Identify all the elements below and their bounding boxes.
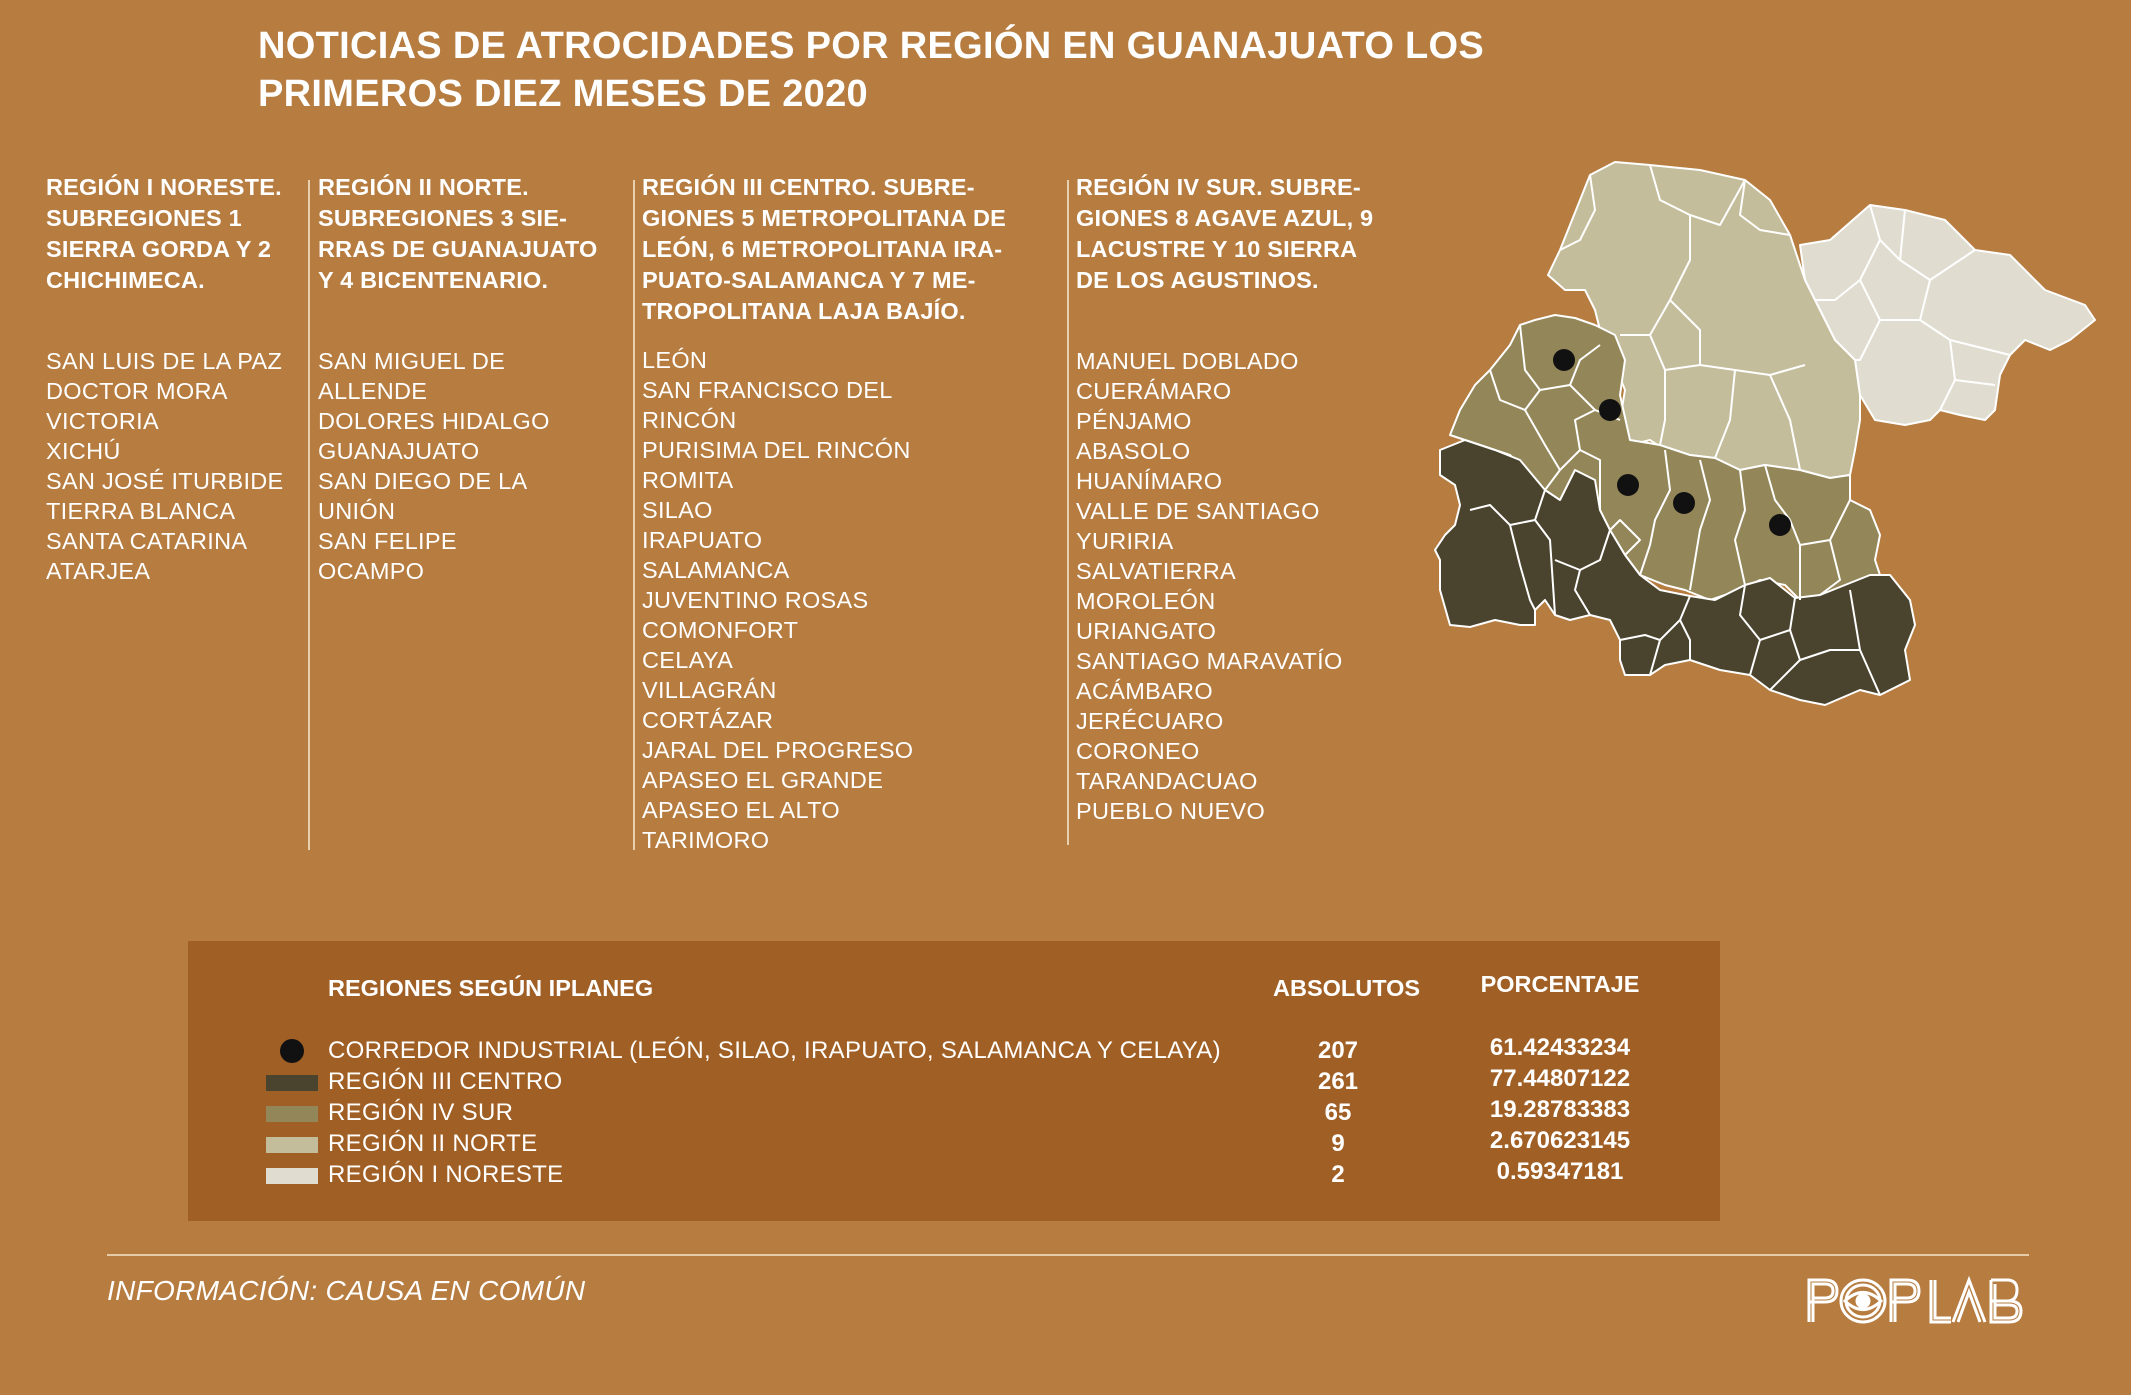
source-credit: INFORMACIÓN: CAUSA EN COMÚN [107,1275,586,1306]
corridor-dot-celaya [1769,514,1791,536]
list-item: SALVATIERRA [1076,558,1237,584]
row-abs: 261 [1317,1068,1359,1095]
list-item: SILAO [642,497,713,523]
row-pct: 0.59347181 [1496,1158,1624,1185]
corridor-dot-salamanca [1673,492,1695,514]
list-item: APASEO EL GRANDE [642,767,884,793]
list-item: SAN FRANCISCO DEL [642,377,893,403]
row-label: REGIÓN II NORTE [328,1130,538,1157]
table-row [188,1066,1720,1097]
region-iii-list [642,345,1042,855]
corridor-dot-irapuato [1617,474,1639,496]
header-region: REGIONES SEGÚN IPLANEG [328,975,654,1001]
row-label: CORREDOR INDUSTRIAL (LEÓN, SILAO, IRAPUATO, SALAMANCA Y CELAYA) [328,1037,1221,1064]
region-ii-list [318,346,628,586]
region-iv-heading: REGIÓN IV SUR. SUBRE- GIONES 8 AGAVE AZUL, 9 LACUSTRE Y 10 SIERRA DE LOS AGUSTINOS. [1076,174,1374,293]
table-row [188,1097,1720,1128]
list-item: CUERÁMARO [1076,378,1232,404]
list-item: MANUEL DOBLADO [1076,348,1299,374]
list-item: PUEBLO NUEVO [1076,798,1266,824]
list-item: SAN LUIS DE LA PAZ [46,348,283,374]
region-iv-list [1076,346,1416,826]
list-item: APASEO EL ALTO [642,797,840,823]
region-ii-column [318,172,628,586]
list-item: VALLE DE SANTIAGO [1076,498,1320,524]
list-item: RINCÓN [642,407,737,433]
list-item: CORTÁZAR [642,707,774,733]
list-item: SAN JOSÉ ITURBIDE [46,468,284,494]
poplab-logo [1805,1270,2030,1330]
region-ii-swatch [266,1137,318,1153]
row-abs: 2 [1331,1161,1345,1188]
table-row [188,1035,1720,1066]
corridor-dot-key [280,1039,304,1063]
list-item: TARANDACUAO [1076,768,1258,794]
list-item: HUANÍMARO [1076,468,1223,494]
list-item: PÉNJAMO [1076,408,1192,434]
list-item: UNIÓN [318,498,396,524]
row-abs: 65 [1324,1099,1352,1126]
list-item: SAN DIEGO DE LA [318,468,528,494]
list-item: SAN MIGUEL DE [318,348,506,374]
list-item: JARAL DEL PROGRESO [642,737,914,763]
row-abs: 207 [1317,1037,1359,1064]
list-item: ROMITA [642,467,734,493]
list-item: SAN FELIPE [318,528,457,554]
list-item: ABASOLO [1076,438,1191,464]
row-pct: 61.42433234 [1489,1034,1631,1061]
list-item: JERÉCUARO [1076,708,1224,734]
region-iv-column [1076,172,1416,826]
row-label: REGIÓN I NORESTE [328,1161,564,1188]
row-pct: 77.44807122 [1489,1065,1631,1092]
list-item: SANTIAGO MARAVATÍO [1076,648,1343,674]
list-item: ACÁMBARO [1076,678,1213,704]
list-item: TARIMORO [642,827,770,853]
table-row [188,1159,1720,1190]
list-item: MOROLEÓN [1076,588,1216,614]
footer-divider [107,1254,2029,1256]
row-label: REGIÓN III CENTRO [328,1068,563,1095]
list-item: IRAPUATO [642,527,763,553]
list-item: YURIRIA [1076,528,1174,554]
row-pct: 19.28783383 [1489,1096,1631,1123]
region-iii-heading: REGIÓN III CENTRO. SUBRE- GIONES 5 METROPOLITANA DE LEÓN, 6 METROPOLITANA IRA- PUATO-SALAMANCA Y 7 ME- TROPOLITANA LAJA BAJÍO. [642,174,1007,324]
list-item: PURISIMA DEL RINCÓN [642,437,911,463]
list-item: OCAMPO [318,558,425,584]
column-divider [633,180,635,850]
region-ii-heading: REGIÓN II NORTE. SUBREGIONES 3 SIE- RRAS DE GUANAJUATO Y 4 BICENTENARIO. [318,174,598,293]
legend-table [188,941,1720,1221]
region-i-swatch [266,1168,318,1184]
region-iii-swatch [266,1075,318,1091]
region-iv-swatch [266,1106,318,1122]
list-item: CORONEO [1076,738,1200,764]
column-divider [308,180,310,850]
list-item: JUVENTINO ROSAS [642,587,869,613]
list-item: XICHÚ [46,438,121,464]
list-item: SANTA CATARINA [46,528,248,554]
corridor-dot-leon [1553,349,1575,371]
list-item: URIANGATO [1076,618,1217,644]
list-item: LEÓN [642,347,708,373]
row-label: REGIÓN IV SUR [328,1099,514,1126]
header-absolutos: ABSOLUTOS [1273,975,1421,1001]
guanajuato-map [1430,155,2100,715]
list-item: GUANAJUATO [318,438,480,464]
title-line-1: NOTICIAS DE ATROCIDADES POR REGIÓN EN GUANAJUATO LOS [258,25,1485,67]
list-item: VICTORIA [46,408,159,434]
region-i-heading: REGIÓN I NORESTE. SUBREGIONES 1 SIERRA GORDA Y 2 CHICHIMECA. [46,174,282,293]
table-row [188,1128,1720,1159]
region-i-column [46,172,306,586]
list-item: ATARJEA [46,558,151,584]
region-iii-column [642,172,1042,855]
row-pct: 2.670623145 [1489,1127,1631,1154]
list-item: CELAYA [642,647,734,673]
list-item: TIERRA BLANCA [46,498,236,524]
list-item: DOLORES HIDALGO [318,408,550,434]
corridor-dot-silao [1599,399,1621,421]
list-item: ALLENDE [318,378,428,404]
list-item: SALAMANCA [642,557,790,583]
region-i-list [46,346,306,586]
title-line-2: PRIMEROS DIEZ MESES DE 2020 [258,73,868,115]
row-abs: 9 [1331,1130,1345,1157]
list-item: COMONFORT [642,617,799,643]
column-divider [1067,180,1069,845]
list-item: DOCTOR MORA [46,378,228,404]
list-item: VILLAGRÁN [642,677,777,703]
header-porcentaje: PORCENTAJE [1480,971,1640,997]
page-title [258,22,1558,118]
